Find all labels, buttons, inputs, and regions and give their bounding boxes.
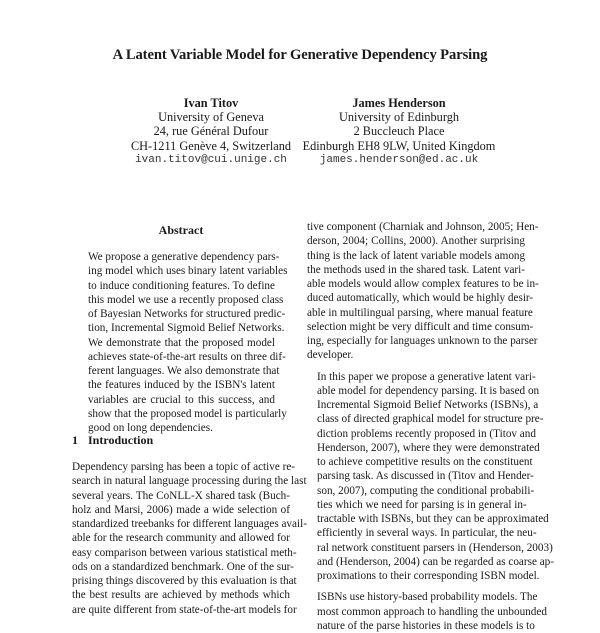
author-block [279,96,519,167]
paragraph [307,370,555,584]
text-line: easy comparison between various statistical meth- [72,546,297,559]
text-line: to induce conditioning features. To define [88,279,275,292]
text-line: this model we use a recently proposed class [88,293,284,306]
text-line: diction problems recently proposed in (Titov and [317,427,536,440]
text-line: selection might be very difficult and time consum- [307,320,534,333]
author-name: Ivan Titov [183,96,239,110]
text-line: class of directed graphical model for structure pre- [317,413,544,426]
text-line: son, 2007), computing the conditional probabili- [317,484,535,497]
text-line: We propose a generative dependency pars- [88,251,280,263]
text-line: In this paper we propose a generative latent vari- [317,370,536,383]
text-line: search in natural language processing during the last [72,475,307,488]
text-line: tractable with ISBNs, but they can be approximated [317,513,549,525]
text-line: variables are crucial to this success, and [88,393,275,406]
text-line: duced automatically, which would be highly desir- [307,292,534,305]
text-line: several years. The CoNLL-X shared task (Buch- [72,489,290,502]
text-line: the features induced by the ISBN's latent [88,379,275,392]
text-line: able models would allow complex features to be in- [307,278,539,290]
text-line: standardized treebanks for different languages avail- [72,518,307,530]
text-line: ing, especially for languages unknown to the parser [307,335,538,347]
text-line: tion, Incremental Sigmoid Belief Networks. [88,322,285,335]
abstract-body [88,250,288,435]
text-line: We demonstrate that the proposed model [88,336,275,349]
text-line: Henderson, 2007), where they were demonstrated [317,441,540,454]
text-line: ISBNs use history-based probability models. The [317,591,538,604]
intro-body [72,460,307,617]
text-line: ing model which uses binary latent variables [88,265,288,278]
right-column [307,220,555,633]
text-line: efficiently in several ways. In particular, the neu- [317,527,537,540]
author-email: ivan.titov@cui.unige.ch [135,153,287,166]
author-name: James Henderson [352,96,446,110]
author-address: CH-1211 Genève 4, Switzerland [130,138,292,153]
section-title: Introduction [88,433,154,447]
author-address: Edinburgh EH8 9LW, United Kingdom [302,138,496,153]
text-line: able model for dependency parsing. It is based on [317,384,540,397]
text-line: most common approach to handling the unbounded [317,605,547,618]
paragraph [307,220,539,363]
text-line: ods on a standardized benchmark. One of the sur- [72,560,294,573]
text-line: the best results are achieved by methods which [72,589,290,602]
text-line: and (Henderson, 2004) can be regarded as coarse ap- [317,555,555,568]
text-line: are quite different from state-of-the-art models for [72,603,297,616]
author-address: 24, rue Général Dufour [153,124,269,139]
text-line: ties which we need for parsing is in general in- [317,498,527,511]
section-number: 1 [72,433,78,447]
text-line: derson, 2004; Collins, 2000). Another surprising [307,235,525,248]
text-line: able for the research community and allowed for [72,532,290,545]
author-affiliation: University of Edinburgh [339,110,459,125]
text-line: parsing task. As discussed in (Titov and Hender- [317,470,534,483]
text-line: the methods used in the shared task. Latent vari- [307,263,525,276]
text-line: Incremental Sigmoid Belief Networks (ISBNs), a [317,399,539,411]
text-line: able in multilingual parsing, where manual feature [307,306,533,319]
author-email: james.henderson@ed.ac.uk [319,153,479,166]
text-line: ral network constituent parsers in (Henderson, 2003) [317,541,553,554]
author-affiliation: University of Geneva [158,110,264,125]
text-line: of Bayesian Networks for structured predic- [88,308,286,320]
author-address: 2 Buccleuch Place [353,124,445,139]
text-line: thing is the lack of latent variable models among [307,249,526,262]
text-line: proximations to their corresponding ISBN model. [317,570,540,582]
section-heading [72,433,153,448]
text-line: nature of the parse histories in these models is to [317,619,535,632]
paragraph [307,590,547,633]
text-line: good on long dependencies. [88,422,213,434]
text-line: prising things discovered by this evaluation is that [72,575,297,587]
text-line: Dependency parsing has been a topic of active re- [72,461,296,473]
text-line: achieves state-of-the-art results on three dif- [88,350,286,363]
text-line: ferent languages. We also demonstrate that [88,365,280,377]
text-line: to achieve competitive results on the constituent [317,456,533,468]
paper-title: A Latent Variable Model for Generative Dependency Parsing [112,47,488,63]
text-line: tive component (Charniak and Johnson, 2005; Hen- [307,221,539,233]
text-line: developer. [307,349,354,362]
abstract-heading: Abstract [158,223,204,237]
text-line: show that the proposed model is particularly [88,407,287,420]
text-line: holz and Marsi, 2006) made a wide selection of [72,503,290,516]
